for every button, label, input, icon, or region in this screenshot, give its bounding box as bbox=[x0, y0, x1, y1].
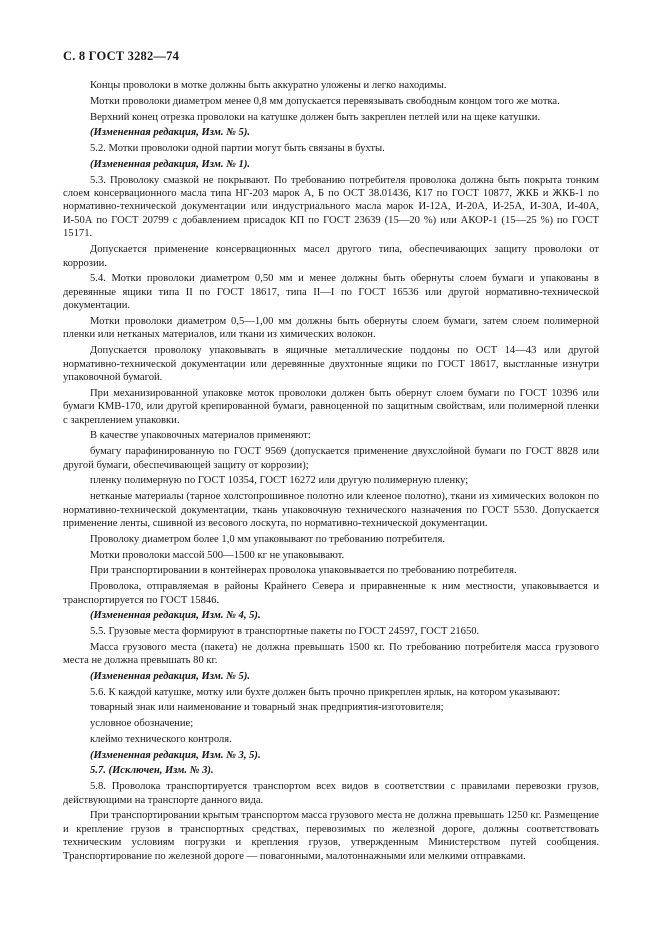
paragraph: бумагу парафинированную по ГОСТ 9569 (допускается применение двухслойной бумаги по ГОСТ 8828 или другой бумаги, обеспечивающей защиту от коррозии); bbox=[63, 446, 599, 471]
paragraph: 5.2. Мотки проволоки одной партии могут быть связаны в бухты. bbox=[90, 143, 385, 154]
paragraph: Верхний конец отрезка проволоки на катушке должен быть закреплен петлей или на щеке катушки. bbox=[90, 111, 541, 123]
paragraph: Проволока, отправляемая в районы Крайнего Севера и приравненные к ним местности, упаковывается и транспортируется по ГОСТ 15846. bbox=[63, 581, 599, 606]
paragraph: Мотки проволоки диаметром 0,5—1,00 мм должны быть обернуты слоем бумаги, затем слоем полимерной пленки или нетканых материалов, или ткани из химических волокон. bbox=[63, 315, 599, 341]
amendment-note: (Измененная редакция, Изм. № 5). bbox=[90, 670, 251, 682]
paragraph: При транспортировании в контейнерах проволока упаковывается по требованию потребителя. bbox=[90, 565, 517, 577]
paragraph: нетканые материалы (тарное холстопрошивное полотно или клееное полотно), ткани из химических волокон по нормативно-технической документации, ткань упаковочную технического назначения по ГОСТ 5530. Допускается применение ленты, сшивной из весового лоскута, по нормативно-технической документации. bbox=[63, 491, 599, 530]
paragraph: 5.6. К каждой катушке, мотку или бухте должен быть прочно прикреплен ярлык, на котором указывают: bbox=[90, 686, 561, 698]
paragraph: 5.4. Мотки проволоки диаметром 0,50 мм и менее должны быть обернуты слоем бумаги и упакованы в деревянные ящики типа II по ГОСТ 18617, типа II—I по ГОСТ 16536 или другой нормативно-технической документации. bbox=[63, 273, 599, 312]
paragraph: Мотки проволоки диаметром менее 0,8 мм допускается перевязывать свободным концом того же мотка. bbox=[90, 95, 560, 107]
paragraph: При механизированной упаковке моток проволоки должен быть обернут слоем бумаги по ГОСТ 10396 или бумаги КМВ-170, или другой крепированной бумаги, равноценной по защитным свойствам, или полимерной пленки с закреплением упаковки. bbox=[63, 387, 599, 426]
paragraph: Проволоку диаметром более 1,0 мм упаковывают по требованию потребителя. bbox=[90, 533, 445, 545]
paragraph: условное обозначение; bbox=[90, 718, 194, 730]
paragraph: В качестве упаковочных материалов применяют: bbox=[90, 430, 311, 442]
document-body bbox=[63, 79, 599, 866]
paragraph: 5.8. Проволока транспортируется транспортом всех видов в соответствии с правилами перевозки грузов, действующими на транспорте данного вида. bbox=[63, 781, 599, 806]
paragraph: Мотки проволоки массой 500—1500 кг не упаковывают. bbox=[90, 549, 345, 561]
paragraph: Концы проволоки в мотке должны быть аккуратно уложены и легко находимы. bbox=[90, 80, 447, 91]
page-header: С. 8 ГОСТ 3282—74 bbox=[63, 49, 180, 63]
paragraph: При транспортировании крытым транспортом масса грузового места не должна превышать 1250 кг. Размещение и крепление грузов в транспортных средствах, перевозимых по железной дороге, должны соответствовать техническим условиям погрузки и крепления грузов, утвержденным Министерством путей сообщения. Транспортирование по железной дороге — повагонными, малотоннажными или мелкими отправками. bbox=[63, 810, 599, 862]
paragraph: Допускается применение консервационных масел другого типа, обеспечивающих защиту проволоки от коррозии. bbox=[63, 244, 599, 269]
paragraph: Масса грузового места (пакета) не должна превышать 1500 кг. По требованию потребителя масса грузового места не должна превышать 80 кг. bbox=[63, 641, 599, 667]
paragraph: товарный знак или наименование и товарный знак предприятия-изготовителя; bbox=[90, 702, 444, 714]
paragraph: Допускается проволоку упаковывать в ящичные металлические поддоны по ОСТ 14—43 или другой нормативно-технической документации или деревянные двухтонные ящики по ГОСТ 18617, выстланные изнутри упаковочной бумагой. bbox=[63, 345, 599, 384]
paragraph: 5.3. Проволоку смазкой не покрывают. По требованию потребителя проволока должна быть покрыта тонким слоем консервационного масла типа НГ-203 марок А, Б по ОСТ 38.01436, К17 по ГОСТ 10877, ЖКБ и ЖКБ-1 по нормативно-технической документации или индустриального масла марок И-12А, И-20А, И-25А, И-30А, И-40А, И-50А по ГОСТ 20799 с добавлением присадок КП по ГОСТ 23639 (15—20 %) или АКОР-1 (15—25 %) по ГОСТ 15171. bbox=[63, 174, 599, 240]
paragraph: клеймо технического контроля. bbox=[90, 733, 232, 745]
amendment-note: (Измененная редакция, Изм. № 1). bbox=[90, 158, 251, 170]
amendment-note: 5.7. (Исключен, Изм. № 3). bbox=[90, 765, 214, 777]
paragraph: пленку полимерную по ГОСТ 10354, ГОСТ 16272 или другую полимерную пленку; bbox=[90, 475, 469, 487]
paragraph: 5.5. Грузовые места формируют в транспортные пакеты по ГОСТ 24597, ГОСТ 21650. bbox=[90, 626, 480, 637]
amendment-note: (Измененная редакция, Изм. № 4, 5). bbox=[90, 610, 261, 622]
amendment-note: (Измененная редакция, Изм. № 3, 5). bbox=[90, 749, 261, 761]
amendment-note: (Измененная редакция, Изм. № 5). bbox=[90, 127, 251, 139]
